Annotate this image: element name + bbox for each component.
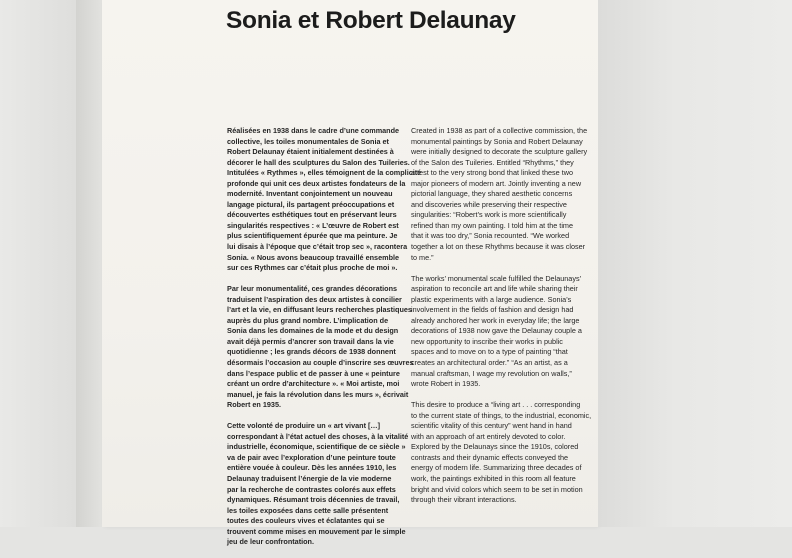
english-paragraph-1: Created in 1938 as part of a collective commission, the monumental paintings by Sonia and Robert Delaunay were initially designed to decorate the sculpture gallery of the Salon des Tuileries. Entitled “Rhythms,” they attest to the very strong bond that linked these two major pioneers of modern art. Jointly inventing a new pictorial language, they shared aesthetic concerns and discoveries while preserving their respective singularities: “Robert’s work is more scientifically refined than my own painting. I told him at the time that it was too dry,” Sonia recounted. “We worked together a lot on these Rhythms because it was closer to me.” xyxy=(411,126,588,262)
french-paragraph-1: Réalisées en 1938 dans le cadre d’une commande collective, les toiles monumentales de Sonia et Robert Delaunay étaient initialement destinées à décorer le hall des sculptures du Salon des Tuileries. Intitulées « Rythmes », elles témoignent de la complicité profonde qui unit ces deux artistes fondateurs de la modernité. Inventant conjointement un nouveau langage pictural, ils partagent préoccupations et découvertes esthétiques tout en préservant leurs singularités respectives : « L’œuvre de Robert est plus scientifiquement épurée que ma peinture. Je lui disais à l’époque que c’était trop sec », racontera Sonia. « Nous avons beaucoup travaillé ensemble sur ces Rythmes car c’était plus proche de moi ». xyxy=(227,126,422,273)
wall-left xyxy=(0,0,76,527)
panel-title: Sonia et Robert Delaunay xyxy=(226,7,516,34)
french-paragraph-2: Par leur monumentalité, ces grandes décorations traduisent l’aspiration des deux artistes à concilier l’art et la vie, en diffusant leurs recherches plastiques auprès du plus grand nombre. L’implication de Sonia dans les domaines de la mode et du design avait déjà permis d’ancrer son travail dans la vie quotidienne ; les grands décors de 1938 donnent désormais l’occasion au couple d’inscrire ses œuvres dans l’espace public et de passer à une « peinture créant un ordre d’architecture ». « Moi artiste, moi manuel, je fais la révolution dans les murs », écrivait Robert en 1935. xyxy=(227,284,414,410)
wall-right xyxy=(598,0,792,527)
panel-edge xyxy=(76,0,102,527)
english-paragraph-3: This desire to produce a “living art . . . corresponding to the current state of things, to the industrial, economic, scientific vitality of this century” went hand in hand with an approach of art entirely devoted to color. Explored by the Delaunays since the 1910s, colored contrasts and their dynamic effects conveyed the energy of modern life. Summarizing three decades of work, the paintings exhibited in this room all feature bright and vivid colors which seem to be set in motion through their vibrant interactions. xyxy=(411,400,592,505)
english-text-column xyxy=(411,126,592,516)
french-paragraph-3: Cette volonté de produire un « art vivant […] correspondant à l’état actuel des choses, à la vitalité industrielle, économique, scientifique de ce siècle » va de pair avec l’exploration d’une peinture toute entière vouée à couleur. Dès les années 1910, les Delaunay traduisent l’énergie de la vie moderne par la recherche de contrastes colorés aux effets dynamiques. Résumant trois décennies de travail, les toiles exposées dans cette salle présentent toutes des couleurs vives et éclatantes qui se trouvent comme mises en mouvement par le simple jeu de leur confrontation. xyxy=(227,421,409,547)
english-paragraph-2: The works’ monumental scale fulfilled the Delaunays’ aspiration to reconcile art and life while sharing their plastic experiments with a large audience. Sonia’s involvement in the fields of fashion and design had already anchored her work in everyday life; the large decorations of 1938 now gave the Delaunay couple a new opportunity to inscribe their works in public spaces and to move on to a type of painting “that creates an architectural order.” “As an artist, as a manual craftsman, I wage my revolution on walls,” wrote Robert in 1935. xyxy=(411,273,582,389)
french-text-column xyxy=(227,126,422,558)
